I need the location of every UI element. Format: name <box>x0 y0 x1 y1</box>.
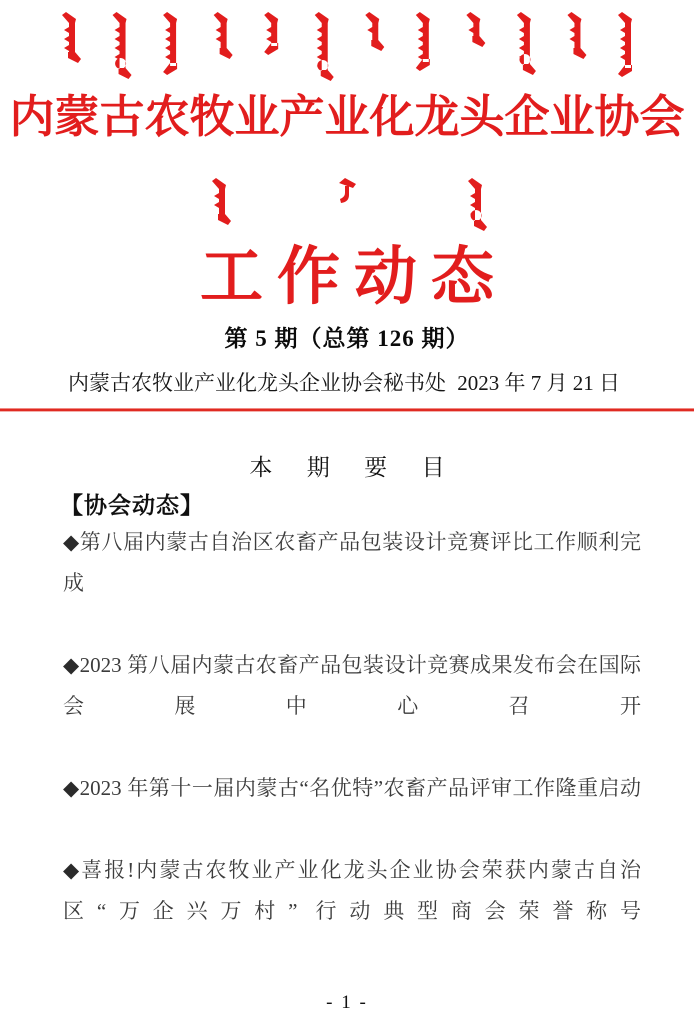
publisher-name: 内蒙古农牧业产业化龙头企业协会秘书处 <box>68 371 446 395</box>
section-label-association-news: 【协会动态】 <box>60 492 204 518</box>
issue-number-line: 第 5 期（总第 126 期） <box>224 326 470 351</box>
bulletin-title: 工作动态 <box>200 242 508 312</box>
red-divider <box>0 408 694 412</box>
publish-date: 2023 年 7 月 21 日 <box>457 371 620 395</box>
mongolian-script-subtitle-icon <box>197 178 497 232</box>
toc-list <box>63 522 641 973</box>
toc-heading: 本 期 要 目 <box>249 454 459 480</box>
toc-item <box>63 768 641 850</box>
toc-item-text: 第八届内蒙古自治区农畜产品包装设计竞赛评比工作顺利完成 <box>63 530 641 595</box>
toc-item <box>63 522 641 645</box>
page-number: - 1 - <box>326 992 368 1013</box>
toc-item <box>63 645 641 768</box>
diamond-bullet-icon: ◆ <box>63 776 80 800</box>
org-title: 内蒙古农牧业产业化龙头企业协会 <box>9 92 685 142</box>
diamond-bullet-icon: ◆ <box>63 653 80 677</box>
toc-item-text: 喜报!内蒙古农牧业产业化龙头企业协会荣获内蒙古自治区“万企兴万村” 行动典型商会荣誉称号 <box>63 858 641 923</box>
mongolian-script-top-icon <box>47 12 647 84</box>
diamond-bullet-icon: ◆ <box>63 858 82 882</box>
toc-item <box>63 850 641 973</box>
toc-item-text: 2023 第八届内蒙古农畜产品包装设计竞赛成果发布会在国际会展中心召开 <box>63 653 641 718</box>
diamond-bullet-icon: ◆ <box>63 530 80 554</box>
toc-item-text: 2023 年第十一届内蒙古“名优特”农畜产品评审工作隆重启动 <box>79 776 642 800</box>
publisher-line <box>68 367 620 397</box>
